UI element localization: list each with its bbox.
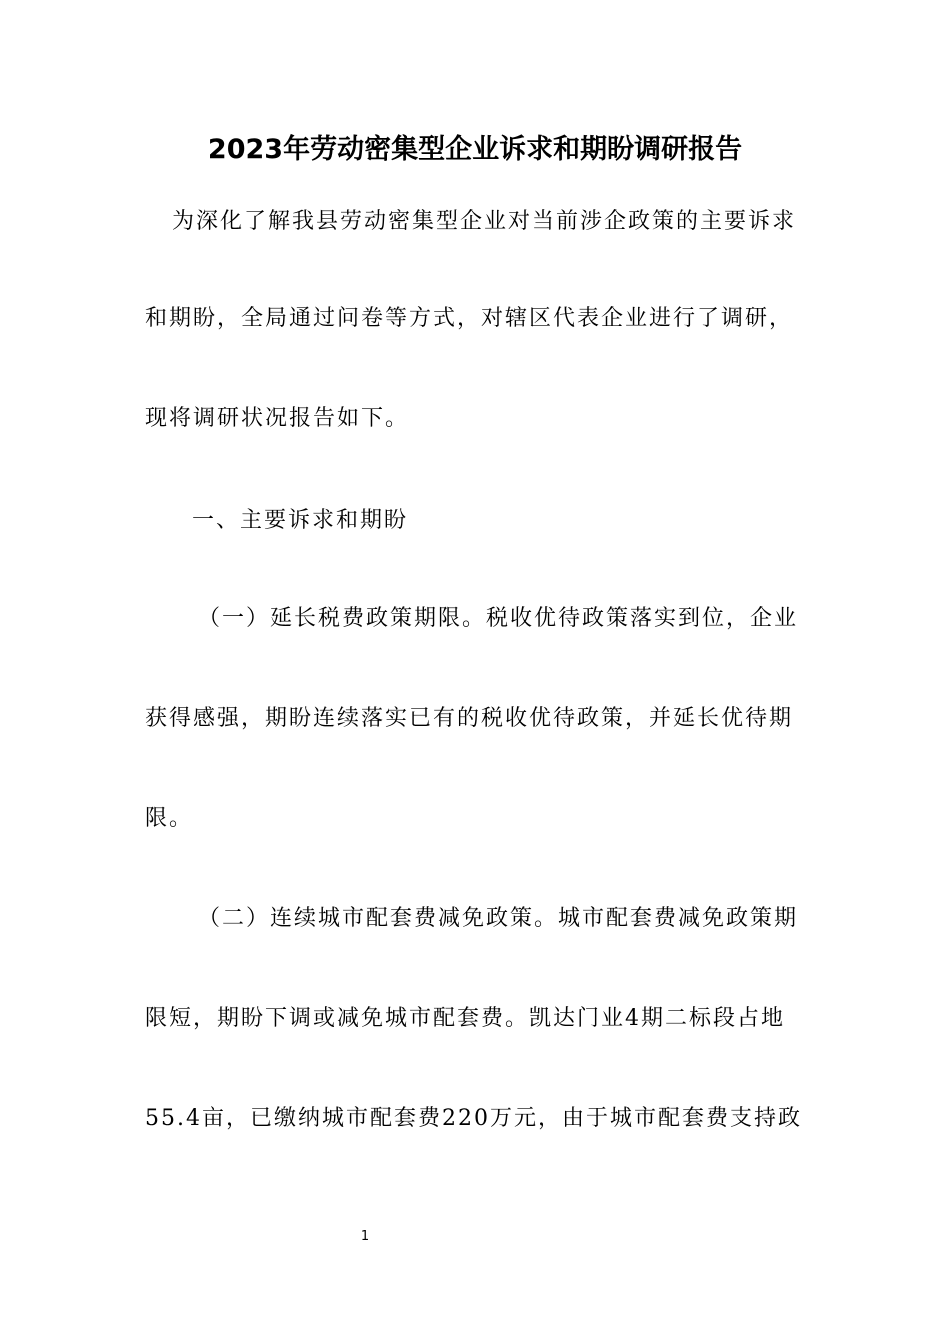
paragraph-line: 为深化了解我县劳动密集型企业对当前涉企政策的主要诉求 [172, 209, 797, 234]
paragraph-line: 和期盼，全局通过问卷等方式，对辖区代表企业进行了调研， [145, 306, 794, 331]
paragraph-line: 限。 [145, 806, 194, 831]
section-heading: 一、主要诉求和期盼 [192, 508, 409, 533]
paragraph-line: （二）连续城市配套费减免政策。城市配套费减免政策期 [198, 906, 799, 931]
document-title: 2023年劳动密集型企业诉求和期盼调研报告 [207, 134, 743, 165]
paragraph-line: 获得感强，期盼连续落实已有的税收优待政策，并延长优待期 [145, 706, 794, 731]
paragraph-line: 限短，期盼下调或减免城市配套费。凯达门业4期二标段占地 [145, 1006, 785, 1031]
paragraph-line: （一）延长税费政策期限。税收优待政策落实到位，企业 [198, 606, 799, 631]
paragraph-line: 55.4亩，已缴纳城市配套费220万元，由于城市配套费支持政 [145, 1106, 802, 1131]
page-number: 1 [360, 1229, 370, 1244]
paragraph-line: 现将调研状况报告如下。 [145, 406, 410, 431]
